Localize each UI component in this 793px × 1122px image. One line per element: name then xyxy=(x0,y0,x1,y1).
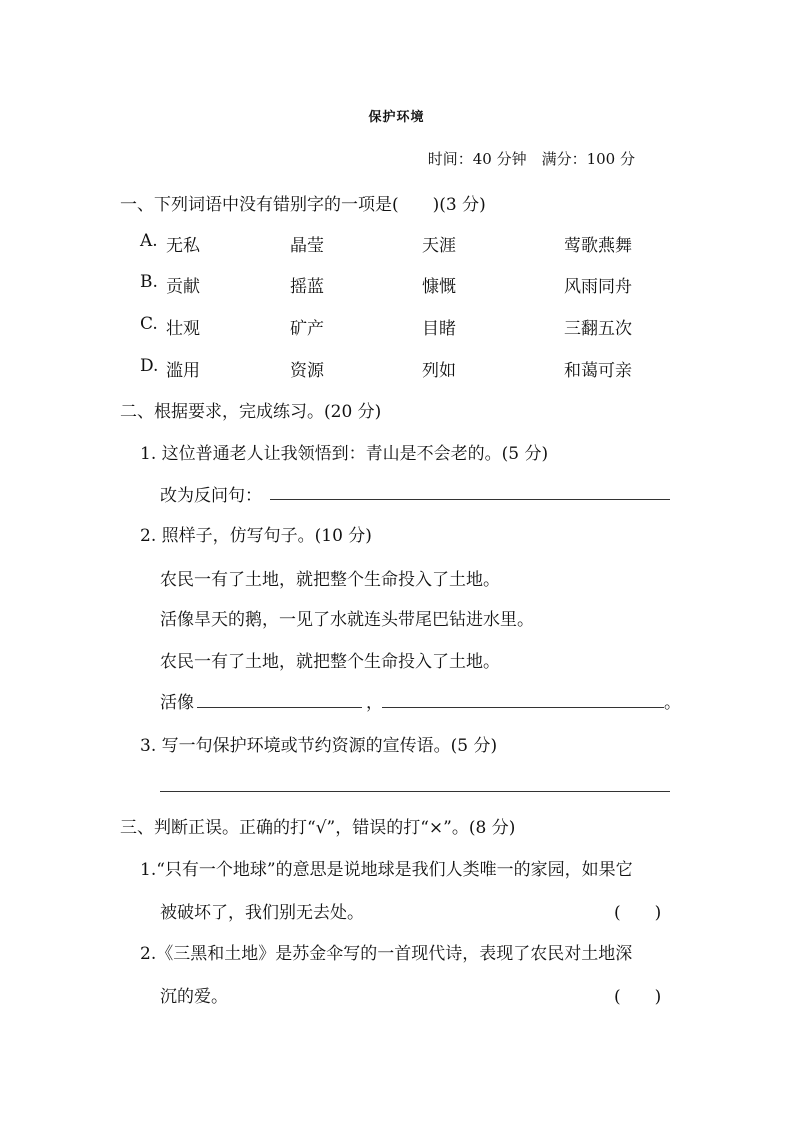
answer-line[interactable] xyxy=(270,499,670,500)
section3-heading: 三、判断正误。正确的打“√”，错误的打“×”。(8 分) xyxy=(120,818,516,838)
question-2-3: 3. 写一句保护环境或节约资源的宣传语。(5 分) xyxy=(140,736,498,756)
option-word: 壮观 xyxy=(166,319,200,339)
exam-meta: 时间：40 分钟 满分：100 分 xyxy=(427,150,635,168)
answer-line[interactable] xyxy=(160,791,670,792)
judge-item-1-line2: 被破坏了，我们别无去处。 xyxy=(160,903,364,923)
option-word: 列如 xyxy=(422,361,456,381)
option-word: 莺歌燕舞 xyxy=(564,236,632,256)
option-word: 无私 xyxy=(166,236,200,256)
fill-end: 。 xyxy=(664,693,681,713)
option-word: 慷慨 xyxy=(422,277,456,297)
answer-paren[interactable]: ( ) xyxy=(614,987,662,1007)
question-2-2: 2. 照样子，仿写句子。(10 分) xyxy=(140,526,372,546)
option-word: 和蔼可亲 xyxy=(564,361,632,381)
option-word: 风雨同舟 xyxy=(564,277,632,297)
option-label: D. xyxy=(140,356,159,376)
answer-line[interactable] xyxy=(382,707,664,708)
option-label: B. xyxy=(140,272,158,292)
section1-heading: 一、下列词语中没有错别字的一项是( )(3 分) xyxy=(120,195,486,215)
option-word: 贡献 xyxy=(166,277,200,297)
judge-item-1-line1: 1.“只有一个地球”的意思是说地球是我们人类唯一的家园，如果它 xyxy=(140,860,633,880)
answer-paren[interactable]: ( ) xyxy=(614,903,662,923)
example-sentence: 农民一有了土地，就把整个生命投入了土地。 xyxy=(160,652,500,672)
section2-heading: 二、根据要求，完成练习。(20 分) xyxy=(120,402,382,422)
option-word: 天涯 xyxy=(422,236,456,256)
example-sentence: 活像旱天的鹅，一见了水就连头带尾巴钻进水里。 xyxy=(160,610,534,630)
option-word: 滥用 xyxy=(166,361,200,381)
fill-prefix: 活像 xyxy=(160,693,194,713)
fill-comma: ， xyxy=(366,693,383,713)
option-word: 三翻五次 xyxy=(564,319,632,339)
option-word: 摇蓝 xyxy=(290,277,324,297)
option-label: A. xyxy=(140,231,158,251)
option-word: 目睹 xyxy=(422,319,456,339)
answer-line[interactable] xyxy=(197,707,362,708)
option-label: C. xyxy=(140,314,158,334)
judge-item-2-line2: 沉的爱。 xyxy=(160,987,228,1007)
option-word: 晶莹 xyxy=(290,236,324,256)
rewrite-prompt: 改为反问句： xyxy=(160,486,262,506)
page-title: 保护环境 xyxy=(368,110,425,125)
judge-item-2-line1: 2.《三黑和土地》是苏金伞写的一首现代诗，表现了农民对土地深 xyxy=(140,944,633,964)
option-word: 资源 xyxy=(290,361,324,381)
question-2-1: 1. 这位普通老人让我领悟到：青山是不会老的。(5 分) xyxy=(140,444,549,464)
example-sentence: 农民一有了土地，就把整个生命投入了土地。 xyxy=(160,570,500,590)
option-word: 矿产 xyxy=(290,319,324,339)
